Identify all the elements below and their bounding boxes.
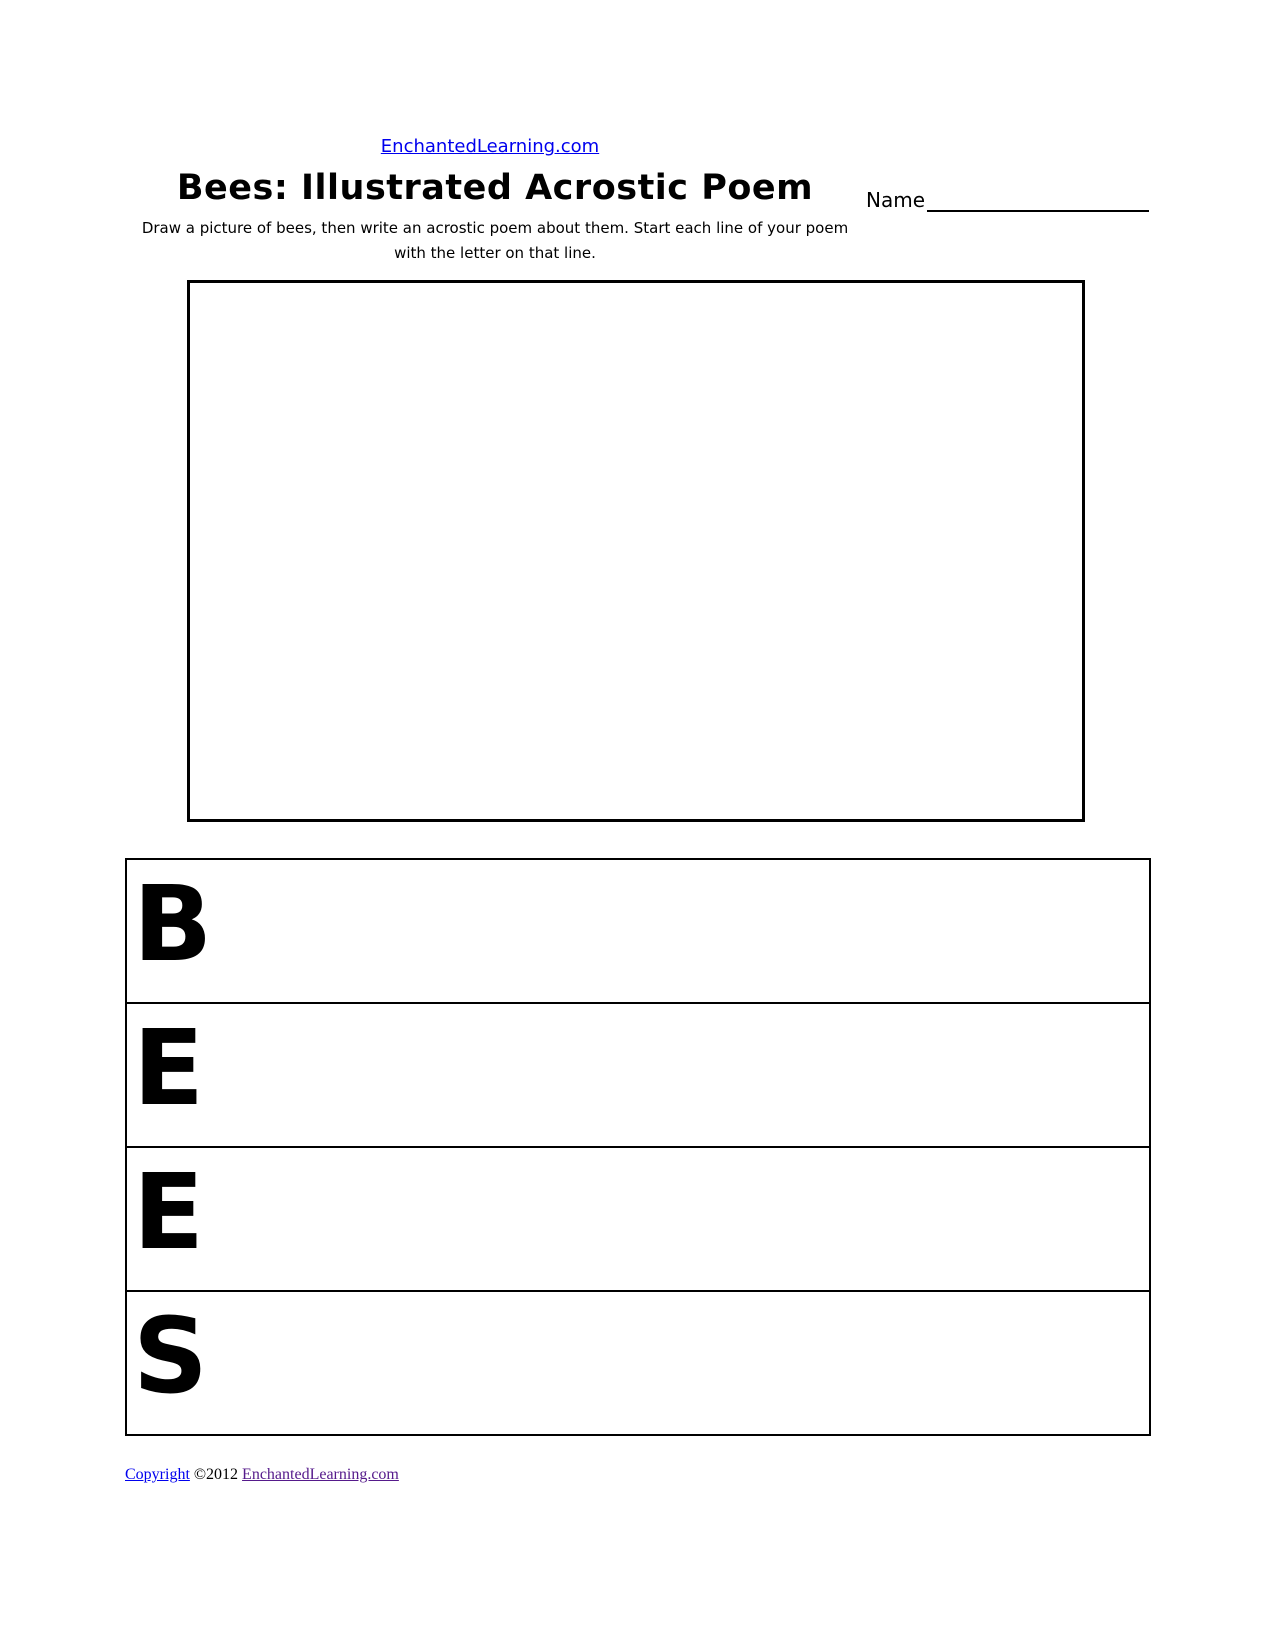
copyright-link[interactable]: Copyright	[125, 1466, 190, 1483]
poem-letter: E	[133, 1151, 205, 1273]
worksheet-title: Bees: Illustrated Acrostic Poem	[176, 168, 814, 208]
name-label: Name	[866, 188, 926, 212]
drawing-area[interactable]	[187, 280, 1085, 822]
poem-letter: S	[133, 1295, 208, 1417]
acrostic-poem-table	[125, 858, 1151, 1436]
poem-letter: E	[133, 1007, 205, 1129]
instructions-text: Draw a picture of bees, then write an acrostic poem about them. Start each line of your poem with the letter on that line.	[141, 219, 849, 262]
poem-line-2[interactable]	[127, 1004, 1149, 1148]
name-field[interactable]	[866, 188, 1149, 212]
poem-line-4[interactable]	[127, 1292, 1149, 1434]
footer-site-link[interactable]: EnchantedLearning.com	[242, 1466, 399, 1483]
copyright-year: ©2012	[189, 1466, 243, 1483]
poem-line-1[interactable]	[127, 860, 1149, 1004]
poem-letter: B	[133, 863, 213, 985]
footer	[125, 1466, 399, 1484]
enchanted-learning-link[interactable]: EnchantedLearning.com	[380, 136, 600, 157]
poem-line-3[interactable]	[127, 1148, 1149, 1292]
name-line[interactable]	[927, 188, 1149, 212]
